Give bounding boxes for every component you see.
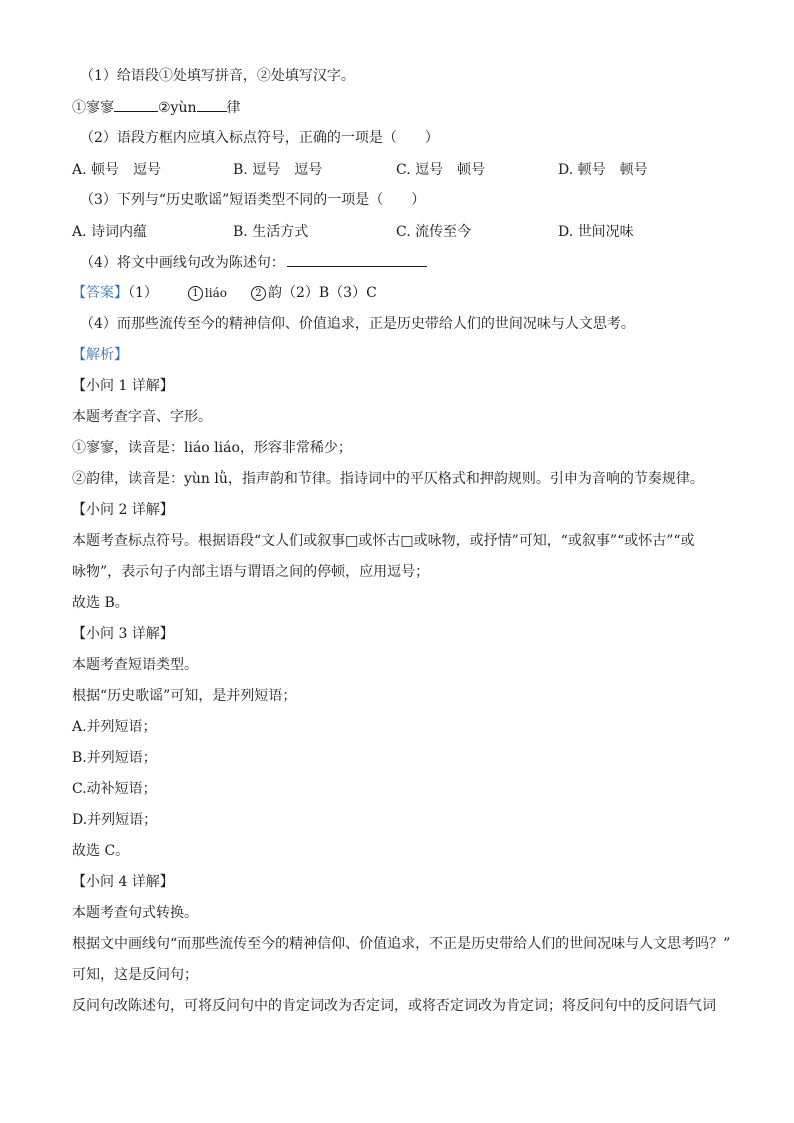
answer-rest: （2）B（3）C bbox=[281, 285, 377, 301]
section3-item-a: A.并列短语； bbox=[72, 719, 157, 735]
answer-row bbox=[72, 283, 377, 303]
q1-blanks-row bbox=[72, 97, 241, 117]
answer-line2: （4）而那些流传至今的精神信仰、价值追求，正是历史带给人们的世间况味与人文思考。 bbox=[80, 316, 635, 332]
q3-option-c: C. 流传至今 bbox=[396, 224, 472, 240]
q1-blank2 bbox=[197, 97, 227, 112]
section2-line1: 本题考查标点符号。根据语段“文人们或叙事□或怀古□或咏物，或抒情”可知，“或叙事”“或怀古”“或 bbox=[72, 533, 695, 549]
q3-option-b: B. 生活方式 bbox=[233, 224, 309, 240]
section1-line3: ②韵律，读音是：yùn lǜ，指声韵和节律。指诗词中的平仄格式和押韵规则。引申为音响的节奏规律。 bbox=[72, 471, 704, 487]
section4-line4: 反问句改陈述句，可将反问句中的肯定词改为否定词，或将否定词改为肯定词；将反问句中的反问语气词 bbox=[72, 998, 716, 1014]
section4-line2: 根据文中画线句“而那些流传至今的精神信仰、价值追求，不正是历史带给人们的世间况味与人文思考吗？” bbox=[72, 936, 731, 952]
q2-option-d: D. 顿号 顿号 bbox=[558, 162, 648, 178]
section1-line2: ①寥寥，读音是：liáo liáo，形容非常稀少； bbox=[72, 440, 352, 456]
section3-item-b: B.并列短语； bbox=[72, 750, 157, 766]
circled-two: 2 bbox=[251, 286, 266, 301]
answer-char: 韵 bbox=[267, 285, 282, 301]
section3-heading: 【小问 3 详解】 bbox=[72, 626, 174, 642]
q2-option-b: B. 逗号 逗号 bbox=[233, 162, 323, 178]
section4-line3: 可知，这是反问句； bbox=[72, 967, 198, 983]
section4-line1: 本题考查句式转换。 bbox=[72, 905, 198, 921]
answer-label: 【答案】 bbox=[72, 285, 128, 301]
section2-line2: 咏物”，表示句子内部主语与谓语之间的停顿，应用逗号； bbox=[72, 564, 430, 580]
q2-option-a: A. 顿号 逗号 bbox=[72, 162, 162, 178]
q1-item1: ①寥寥 bbox=[72, 100, 114, 116]
q3-option-a: A. 诗词内蕴 bbox=[72, 224, 148, 240]
q1-blank1 bbox=[114, 97, 158, 112]
section3-item-c: C.动补短语； bbox=[72, 781, 157, 797]
section2-heading: 【小问 2 详解】 bbox=[72, 502, 174, 518]
q1-item2-prefix: ②yùn bbox=[158, 100, 197, 116]
q3-option-d: D. 世间况味 bbox=[558, 224, 634, 240]
analysis-label: 【解析】 bbox=[72, 347, 128, 363]
section4-heading: 【小问 4 详解】 bbox=[72, 874, 174, 890]
section1-line1: 本题考查字音、字形。 bbox=[72, 409, 212, 425]
answer-part1-prefix: （1） bbox=[128, 285, 158, 301]
section3-item-d: D.并列短语； bbox=[72, 812, 158, 828]
q4-blank bbox=[287, 252, 427, 267]
q4-prompt: （4）将文中画线句改为陈述句： bbox=[80, 255, 285, 271]
section2-line3: 故选 B。 bbox=[72, 595, 129, 611]
section3-line1: 本题考查短语类型。 bbox=[72, 657, 198, 673]
q1-item2-suffix: 律 bbox=[226, 100, 241, 116]
section3-conclusion: 故选 C。 bbox=[72, 843, 130, 859]
answer-pinyin: liáo bbox=[204, 286, 227, 300]
q3-prompt: （3）下列与“历史歌谣”短语类型不同的一项是（ ） bbox=[80, 192, 426, 208]
q4-row bbox=[80, 252, 427, 272]
q2-option-c: C. 逗号 顿号 bbox=[396, 162, 486, 178]
section3-line2: 根据“历史歌谣”可知，是并列短语； bbox=[72, 688, 297, 704]
section1-heading: 【小问 1 详解】 bbox=[72, 378, 174, 394]
q2-prompt: （2）语段方框内应填入标点符号，正确的一项是（ ） bbox=[80, 130, 439, 146]
circled-one: 1 bbox=[188, 286, 203, 301]
q1-prompt: （1）给语段①处填写拼音，②处填写汉字。 bbox=[80, 68, 355, 84]
